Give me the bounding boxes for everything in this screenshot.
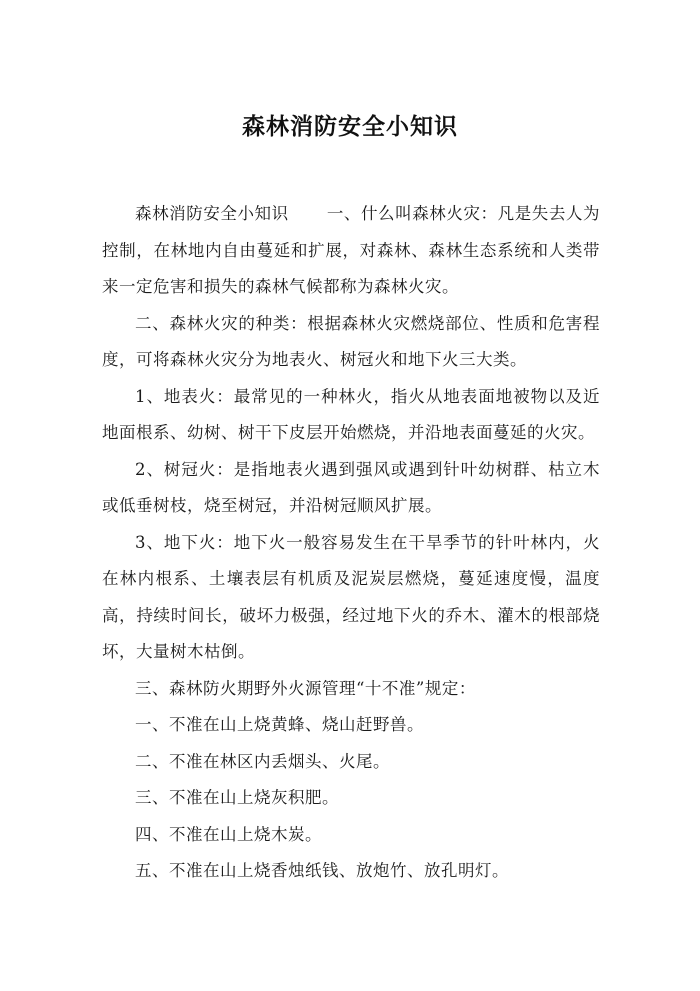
paragraph: 三、森林防火期野外火源管理“十不准”规定： <box>135 678 476 698</box>
document-body <box>102 196 600 890</box>
rule-item: 二、不准在林区内丢烟头、火尾。 <box>135 751 390 771</box>
paragraph: 1、地表火：最常见的一种林火，指火从地表面地被物以及近地面根系、幼树、树干下皮层开始燃烧，并沿地表面蔓延的火灾。 <box>102 386 600 442</box>
paragraph-text: 一、什么叫森林火灾：凡是失去人为控制，在林地内自由蔓延和扩展，对森林、森林生态系统和人类带来一定危害和损失的森林气候都称为森林火灾。 <box>102 204 601 296</box>
rule-item: 四、不准在山上烧木炭。 <box>135 824 322 844</box>
document-title: 森林消防安全小知识 <box>242 114 458 140</box>
paragraph-intro <box>102 196 600 306</box>
paragraph: 二、森林火灾的种类：根据森林火灾燃烧部位、性质和危害程度，可将森林火灾分为地表火、树冠火和地下火三大类。 <box>102 313 600 369</box>
intro-heading: 森林消防安全小知识 <box>135 204 289 223</box>
rule-item: 三、不准在山上烧灰积肥。 <box>135 788 339 807</box>
paragraph: 2、树冠火：是指地表火遇到强风或遇到针叶幼树群、枯立木或低垂树枝，烧至树冠，并沿树冠顺风扩展。 <box>102 459 600 515</box>
paragraph: 3、地下火：地下火一般容易发生在干旱季节的针叶林内，火在林内根系、土壤表层有机质及泥炭层燃烧，蔓延速度慢，温度高，持续时间长，破坏力极强，经过地下火的乔木、灌木的根部烧坏，大量树木枯倒。 <box>102 532 600 661</box>
rule-item: 一、不准在山上烧黄蜂、烧山赶野兽。 <box>135 715 424 734</box>
rule-item: 五、不准在山上烧香烛纸钱、放炮竹、放孔明灯。 <box>135 861 509 880</box>
